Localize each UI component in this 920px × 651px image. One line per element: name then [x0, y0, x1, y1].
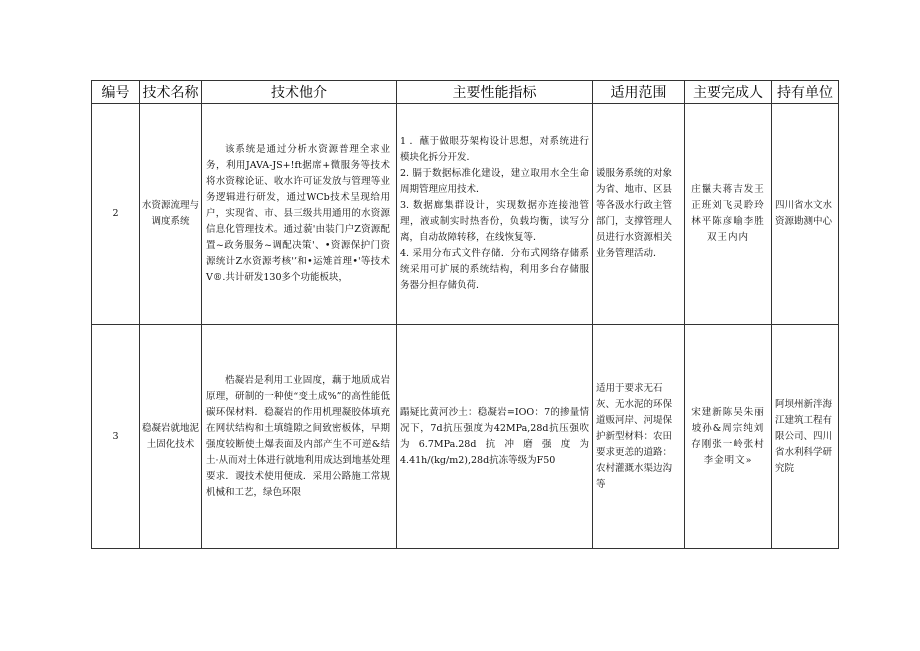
header-number: 编号 [92, 81, 140, 104]
tech-intro-cell [202, 104, 397, 325]
header-row [92, 81, 839, 104]
tech-name: 稳凝岩就地泥土固化技术 [140, 325, 202, 549]
tech-intro-cell [202, 325, 397, 549]
holding-org: 阿坝州新泮海江建筑工程有限公司、四川省水利科学研究院 [772, 325, 839, 549]
header-performance: 主要性能指标 [397, 81, 593, 104]
scope: 谖服务系统的对象为省、地市、区县等各汲水行政主管部门，支撑管理人员进行水资源相关业务管理活动． [593, 104, 685, 325]
tech-intro: 该系统是通过分析水资源普理全求业务，利用JAVA-JS+!ft据席+微服务等技术将水资稼论证、收水许可证发放与管理等业务逻辑进行研发，通过WCb技术呈现给用户，实现省、市、县三级共用通用的水资源信息化管理技术。通过藐'由装门户Z资源配置~政务服务~调配决策'、•资源保护门资源统计Z水资源考核'’和•运雉首理•'等技术V®.共计研发130多个功能板块， [206, 144, 390, 283]
header-tech-name: 技术名称 [140, 81, 202, 104]
header-people: 主要完成人 [685, 81, 772, 104]
performance-item: 3. 数据廊集群设计，实现数据亦连接池管理，液或制实时热沓份，负载均衡，读写分离，自动故障转移，在线恢复等． [400, 200, 589, 243]
performance-item: 4. 采用分布式文件存储．分布式网络存储系统采用可扩展的系统结构，利用多台存储服务器分担存储负荷． [400, 248, 589, 291]
performance-item: 1 ．蘸于做眼芬架构设计思想，对系统进行模块化拆分开发． [400, 136, 589, 163]
table-row [92, 104, 839, 325]
performance-item: 蹋疑比黄河沙土：稳凝岩=IOO：7的掺量情况下，7d抗压强度为42MPa,28d抗压强吹为6.7MPa.28d抗冲磨强度为4.41h∕(kg∕m2),28d抗冻等级为F50 [400, 406, 589, 466]
table-row [92, 325, 839, 549]
main-people: 宋建新陈吴朱丽坡孙&周宗纯刘存刚张一岭张村李金明文» [685, 325, 772, 549]
scope: 适用于要求无石灰、无水泥的环保道贩河岸、河堤保护新型材料：农田要求更恙的道路：农村灌溉水渠边沟等 [593, 325, 685, 549]
performance-item: 2. 膈于数据标准化建设，建立取用水全生命周期管理应用技术． [400, 168, 589, 195]
performance-cell [397, 104, 593, 325]
technology-table [91, 80, 839, 549]
header-scope: 适用范围 [593, 81, 685, 104]
row-number: 3 [92, 325, 140, 549]
row-number: 2 [92, 104, 140, 325]
tech-name: 水资源流理与调度系统 [140, 104, 202, 325]
performance-cell [397, 325, 593, 549]
holding-org: 四川省水文水资源勘测中心 [772, 104, 839, 325]
header-tech-intro: 技术他介 [202, 81, 397, 104]
header-org: 持有单位 [772, 81, 839, 104]
main-people: 庄鬣夫蒋吉发王正班刘飞灵聆玲林平陈彦喻李胜双王内内 [685, 104, 772, 325]
tech-intro: 梏凝岩是利用工业固度，藕于地质成岩原理，研制的一种使“变土成%”的高性能低碳环保材料．稳凝岩的作用机理凝胶体填充在网状结构和土填缝隙之间致密板体，早期强度较断使土爆表面及内部产生不可逆&结土·从而对土体进行就地利用成达到地基处理要求．谡技术使用便成．采用公路施工常规机械和工艺，绿色环限 [206, 374, 390, 498]
